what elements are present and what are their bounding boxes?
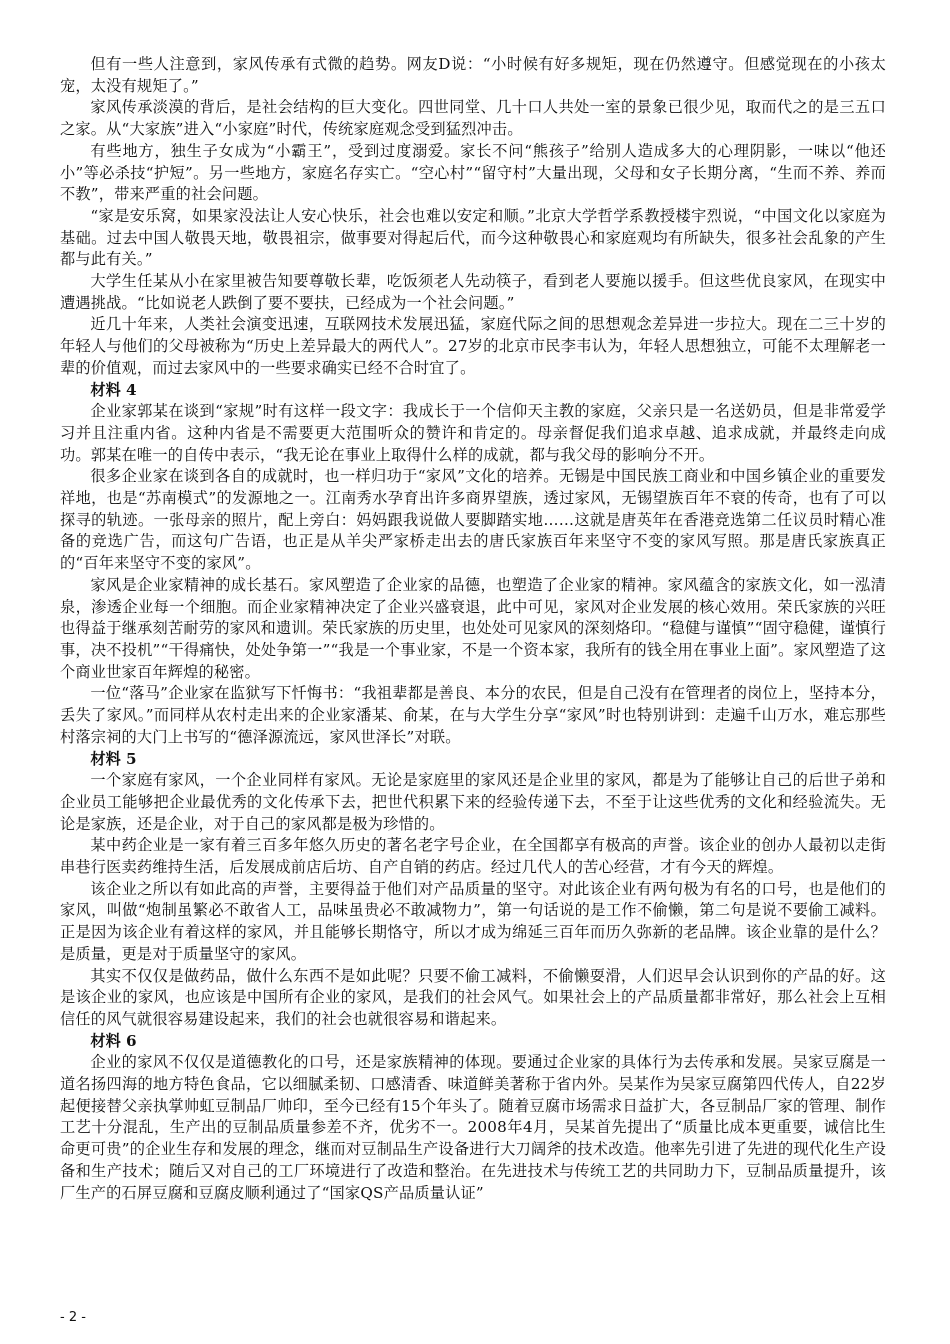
page-number: - 2 - — [60, 1310, 86, 1325]
paragraph: 一位“落马”企业家在监狱写下忏悔书：“我祖辈都是善良、本分的农民，但是自己没有在管理者的岗位上，坚持本分，丢失了家风。”而同样从农村走出来的企业家潘某、俞某，在与大学生分享“家风”时也特别讲到：走遍千山万水，难忘那些村落宗祠的大门上书写的“德泽源流远，家风世泽长”对联。 — [60, 684, 886, 746]
paragraph: 企业的家风不仅仅是道德教化的口号，还是家族精神的体现。要通过企业家的具体行为去传承和发展。吴家豆腐是一道名扬四海的地方特色食品，它以细腻柔韧、口感清香、味道鲜美著称于省内外。吴某作为吴家豆腐第四代传人，自22岁起便接替父亲执掌帅虹豆制品厂帅印，至今已经有15个年头了。随着豆腐市场需求日益扩大，各豆制品厂家的管理、制作工艺十分混乱，生产出的豆制品质量参差不齐，优劣不一。2008年4月，吴某首先提出了“质量比成本更重要，诚信比生命更可贵”的企业生存和发展的理念，继而对豆制品生产设备进行大刀阔斧的技术改造。他率先引进了先进的现代化生产设备和生产技术；随后又对自己的工厂环境进行了改造和整治。在先进技术与传统工艺的共同助力下，豆制品质量提升，该厂生产的石屏豆腐和豆腐皮顺利通过了“国家QS产品质量认证” — [60, 1053, 886, 1202]
paragraph: 大学生任某从小在家里被告知要尊敬长辈，吃饭须老人先动筷子，看到老人要施以援手。但这些优良家风，在现实中遭遇挑战。“比如说老人跌倒了要不要扶，已经成为一个社会问题。” — [60, 272, 886, 312]
paragraph: 但有一些人注意到，家风传承有式微的趋势。网友D说：“小时候有好多规矩，现在仍然遵守。但感觉现在的小孩太宠，太没有规矩了。” — [60, 55, 886, 95]
paragraph: 其实不仅仅是做药品，做什么东西不是如此呢？只要不偷工减料，不偷懒耍滑，人们迟早会认识到你的产品的好。这是该企业的家风，也应该是中国所有企业的家风，是我们的社会风气。如果社会上的产品质量都非常好，那么社会上互相信任的风气就很容易建设起来，我们的社会也就很容易和谐起来。 — [60, 966, 886, 1028]
paragraph: “家是安乐窝，如果家没法让人安心快乐，社会也难以安定和顺。”北京大学哲学系教授楼宇烈说，“中国文化以家庭为基础。过去中国人敬畏天地，敬畏祖宗，做事要对得起后代，而今这种敬畏心和家庭观均有所缺失，很多社会乱象的产生都与此有关。” — [60, 206, 886, 269]
paragraph: 企业家郭某在谈到“家规”时有这样一段文字：我成长于一个信仰天主教的家庭，父亲只是一名送奶员，但是非常爱学习并且注重内省。这种内省是不需要更大范围听众的赞许和肯定的。母亲督促我们追求卓越、追求成就，并最终走向成功。郭某在唯一的自传中表示，“我无论在事业上取得什么样的成就，都与我父母的影响分不开。 — [60, 402, 886, 464]
paragraph: 家风是企业家精神的成长基石。家风塑造了企业家的品德，也塑造了企业家的精神。家风蕴含的家族文化，如一泓清泉，渗透企业每一个细胞。而企业家精神决定了企业兴盛衰退，此中可见，家风对企业发展的核心效用。荣氏家族的兴旺也得益于继承刻苦耐劳的家风和遗训。荣氏家族的历史里，也处处可见家风的深刻烙印。“稳健与谨慎”“固守稳健，谨慎行事，决不投机”“干得痛快，处处争第一”“我是一个事业家，不是一个资本家，我所有的钱全用在事业上面”。家风塑造了这个商业世家百年辉煌的秘密。 — [60, 575, 886, 681]
paragraph: 有些地方，独生子女成为“小霸王”，受到过度溺爱。家长不问“熊孩子”给别人造成多大的心理阴影，一味以“他还小”等必杀技“护短”。另一些地方，家庭名存实亡。“空心村”“留守村”大量出现，父母和女子长期分离，“生而不养、养而不教”，带来严重的社会问题。 — [60, 141, 886, 204]
paragraph: 很多企业家在谈到各自的成就时，也一样归功于“家风”文化的培养。无锡是中国民族工商业和中国乡镇企业的重要发祥地，也是“苏南模式”的发源地之一。江南秀水孕育出许多商界望族，透过家风，无锡望族百年不衰的传奇，也有了可以探寻的轨迹。一张母亲的照片，配上旁白：妈妈跟我说做人要脚踏实地……这就是唐英年在香港竞选第二任议员时精心准备的竞选广告，而这句广告语，也正是从羊尖严家桥走出去的唐氏家族百年来坚守不变的家风写照。那是唐氏家族真正的“百年来坚守不变的家风”。 — [60, 467, 886, 573]
section-heading-material-6: 材料 6 — [90, 1031, 137, 1050]
section-heading-material-5: 材料 5 — [90, 749, 137, 768]
document-page — [60, 54, 886, 1204]
paragraph: 某中药企业是一家有着三百多年悠久历史的著名老字号企业，在全国都享有极高的声誉。该企业的创办人最初以走街串巷行医卖药维持生活，后发展成前店后坊、自产自销的药店。经过几代人的苦心经营，才有今天的辉煌。 — [60, 836, 886, 877]
paragraph: 家风传承淡漠的背后，是社会结构的巨大变化。四世同堂、几十口人共处一室的景象已很少见，取而代之的是三五口之家。从“大家族”进入“小家庭”时代，传统家庭观念受到猛烈冲击。 — [60, 98, 886, 139]
section-heading-material-4: 材料 4 — [90, 380, 137, 399]
paragraph: 该企业之所以有如此高的声誉，主要得益于他们对产品质量的坚守。对此该企业有两句极为有名的口号，也是他们的家风，叫做“炮制虽繁必不敢省人工，品味虽贵必不敢减物力”，第一句话说的是工作不偷懒，第二句是说不要偷工减料。正是因为该企业有着这样的家风，并且能够长期恪守，所以才成为绵延三百年而历久弥新的老品牌。该企业靠的是什么？是质量，更是对于质量坚守的家风。 — [60, 879, 886, 963]
paragraph: 近几十年来，人类社会演变迅速，互联网技术发展迅猛，家庭代际之间的思想观念差异进一步拉大。现在二三十岁的年轻人与他们的父母被称为“历史上差异最大的两代人”。27岁的北京市民李韦认为，年轻人思想独立，可能不太理解老一辈的价值观，而过去家风中的一些要求确实已经不合时宜了。 — [60, 315, 886, 377]
paragraph: 一个家庭有家风，一个企业同样有家风。无论是家庭里的家风还是企业里的家风，都是为了能够让自己的后世子弟和企业员工能够把企业最优秀的文化传承下去，把世代积累下来的经验传递下去，不至于让这些优秀的文化和经验流失。无论是家族，还是企业，对于自己的家风都是极为珍惜的。 — [60, 771, 886, 833]
